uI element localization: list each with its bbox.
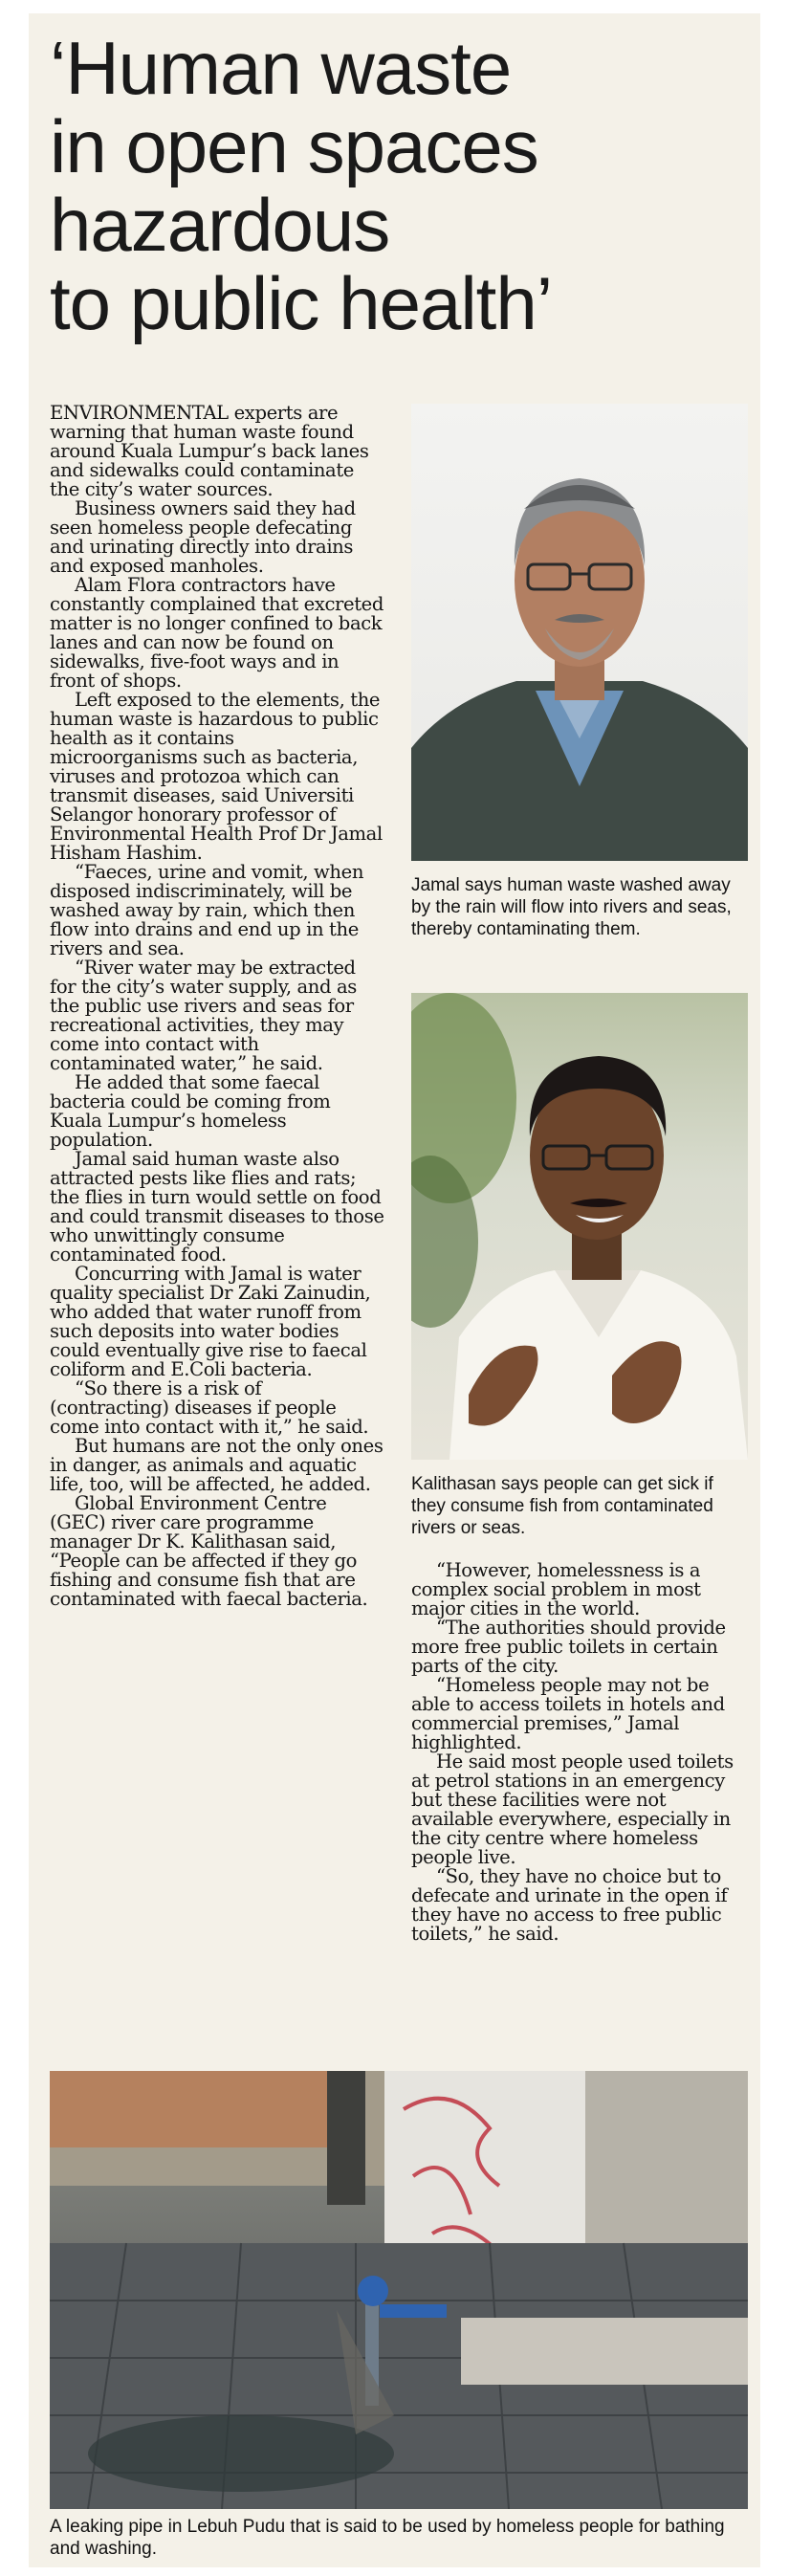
kalithasan-photo xyxy=(411,993,748,1460)
paragraph: He added that some faecal bacteria could be coming from Kuala Lumpur’s homeless population. xyxy=(50,1071,331,1151)
paragraph: “So, they have no choice but to defecate and urinate in the open if they have no access to free public toilets,” he said. xyxy=(411,1865,728,1945)
leaking-pipe-photo xyxy=(50,2071,748,2509)
paragraph: “Faeces, urine and vomit, when disposed indiscriminately, will be washed away by rain, which then flow into drains and end up in the rivers and sea. xyxy=(50,861,364,959)
headline-line: ‘Human waste xyxy=(50,26,512,110)
jamal-photo xyxy=(411,404,748,861)
paragraph: Global Environment Centre (GEC) river care programme manager Dr K. Kalithasan said, “People can be affected if they go fishing and consume fish that are contaminated with faecal bacteria. xyxy=(50,1492,368,1610)
article-body-left xyxy=(50,404,384,1609)
headline-line: hazardous xyxy=(50,183,390,267)
paragraph: ENVIRONMENTAL experts are warning that human waste found around Kuala Lumpur’s back lanes and sidewalks could contaminate the city’s water sources. xyxy=(50,402,369,500)
jamal-caption: Jamal says human waste washed away by the rain will flow into rivers and seas, thereby contaminating them. xyxy=(411,875,732,939)
headline-line: in open spaces xyxy=(50,104,538,188)
paragraph: He said most people used toilets at petrol stations in an emergency but these facilities were not available everywhere, especially in the city centre where homeless people live. xyxy=(411,1750,734,1868)
paragraph: Business owners said they had seen homeless people defecating and urinating directly into drains and exposed manholes. xyxy=(50,497,356,577)
article-body-right xyxy=(411,1561,736,1944)
paragraph: Alam Flora contractors have constantly complained that excreted matter is no longer confined to back lanes and can now be found on sidewalks, five-foot ways and in front of shops. xyxy=(50,574,384,692)
paragraph: “Homeless people may not be able to access toilets in hotels and commercial premises,” Jamal highlighted. xyxy=(411,1674,725,1753)
paragraph: Concurring with Jamal is water quality specialist Dr Zaki Zainudin, who added that water runoff from such deposits into water bodies could eventually give rise to faecal coliform and E.Coli bacteria. xyxy=(50,1263,371,1380)
kalithasan-portrait-illustration xyxy=(411,993,748,1460)
paragraph: “So there is a risk of (contracting) diseases if people come into contact with it,” he said. xyxy=(50,1377,369,1438)
paragraph: Left exposed to the elements, the human waste is hazardous to public health as it contains microorganisms such as bacteria, viruses and protozoa which can transmit diseases, said Universiti Selangor honorary professor of Environmental Health Prof Dr Jamal Hisham Hashim. xyxy=(50,689,383,864)
paragraph: “The authorities should provide more free public toilets in certain parts of the city. xyxy=(411,1617,726,1677)
headline-line: to public health’ xyxy=(50,261,553,345)
pipe-caption: A leaking pipe in Lebuh Pudu that is said to be used by homeless people for bathing and washing. xyxy=(50,2517,725,2559)
jamal-portrait-illustration xyxy=(411,404,748,861)
street-scene-illustration xyxy=(50,2071,748,2509)
paragraph: But humans are not the only ones in danger, as animals and aquatic life, too, will be affected, he added. xyxy=(50,1435,384,1495)
paragraph: “However, homelessness is a complex social problem in most major cities in the world. xyxy=(411,1559,701,1619)
headline xyxy=(50,26,738,345)
paragraph: Jamal said human waste also attracted pests like flies and rats; the flies in turn would settle on food and could transmit diseases to those who unwittingly consume contaminated food. xyxy=(50,1148,384,1266)
paragraph: “River water may be extracted for the city’s water supply, and as the public use rivers and seas for recreational activities, they may come into contact with contaminated water,” he said. xyxy=(50,957,357,1074)
kalithasan-caption: Kalithasan says people can get sick if they consume fish from contaminated rivers or seas. xyxy=(411,1474,713,1538)
